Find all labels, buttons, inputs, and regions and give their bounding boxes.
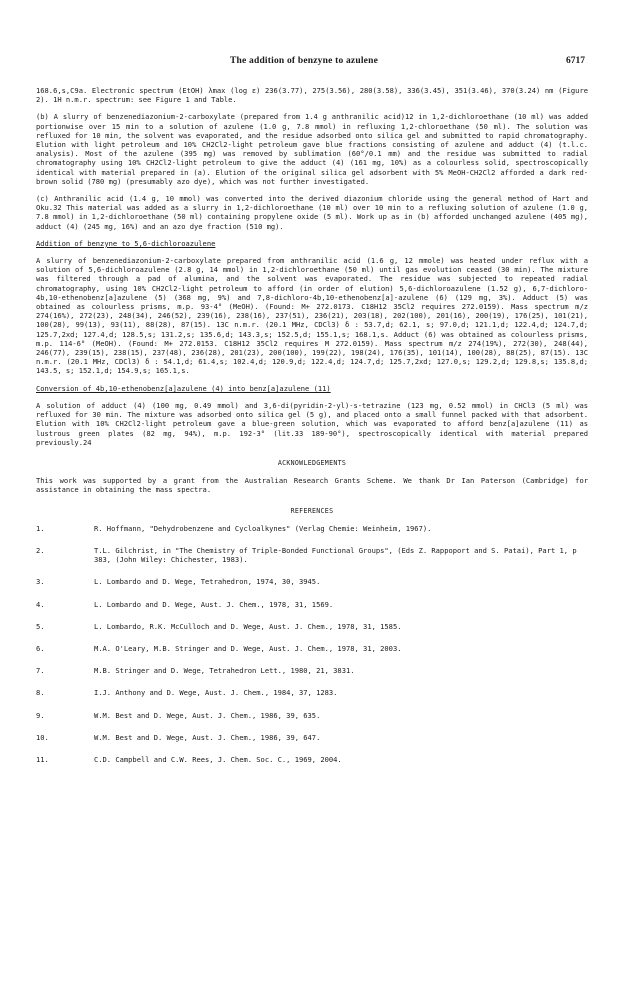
reference-number: 11. <box>36 754 49 764</box>
paragraph-method-b: (b) A slurry of benzenediazonium-2-carboxylate (prepared from 1.4 g anthranilic acid)12 in 1,2-dichloroethane (10 ml) was added portionwise over 15 min to a solution of azulene (1.0 g, 7.8 mmol) in refluxing 1,2-chloroethane (50 ml). The solution was refluxed for 10 min, the solvent was evaporated, and the residue adsorbed onto silica gel and submitted to rapid chromatography. Elution with light petroleum and 10% CH2Cl2-light petroleum gave blue fractions consisting of azulene and adduct (4) (t.l.c. analysis). Most of the azulene (395 mg) was removed by sublimation (60°/0.1 mm) and the residue was submitted to radial chromatography using 10% CH2Cl2-light petroleum to give the adduct (4) (161 mg, 10%) as a colourless solid, spectroscopically identical with material prepared in (a). Elution of the original silica gel adsorbent with 5% MeOH-CH2Cl2 afforded a dark red-brown solid (780 mg) (presumably azo dye), which was not further investigated. <box>36 112 588 186</box>
reference-text: I.J. Anthony and D. Wege, Aust. J. Chem., 1984, 37, 1283. <box>94 688 338 698</box>
reference-number: 9. <box>36 710 45 720</box>
reference-item <box>36 644 588 653</box>
reference-item <box>36 622 588 631</box>
section-heading-conversion: Conversion of 4b,10-ethenobenz[a]azulene (4) into benz[a]azulene (11) <box>36 383 331 393</box>
reference-item <box>36 666 588 675</box>
reference-number: 8. <box>36 688 45 698</box>
reference-item <box>36 524 588 533</box>
page-number: 6717 <box>566 56 585 66</box>
reference-text: W.M. Best and D. Wege, Aust. J. Chem., 1986, 39, 635. <box>94 710 321 720</box>
reference-number: 7. <box>36 666 45 676</box>
reference-item <box>36 546 588 564</box>
section-heading-dichloroazulene: Addition of benzyne to 5,6-dichloroazulene <box>36 238 216 248</box>
running-title: The addition of benzyne to azulene <box>230 56 378 66</box>
reference-text: W.M. Best and D. Wege, Aust. J. Chem., 1986, 39, 647. <box>94 732 321 742</box>
reference-text: L. Lombardo and D. Wege, Aust. J. Chem., 1978, 31, 1569. <box>94 599 334 609</box>
reference-text: M.B. Stringer and D. Wege, Tetrahedron Lett., 1980, 21, 3831. <box>94 666 355 676</box>
reference-item <box>36 600 588 609</box>
reference-number: 5. <box>36 621 45 631</box>
reference-item <box>36 733 588 742</box>
paragraph-acknowledgements: This work was supported by a grant from the Australian Research Grants Scheme. We thank Dr Ian Paterson (Cambridge) for assistance in obtaining the mass spectra. <box>36 476 588 495</box>
reference-text: L. Lombardo and D. Wege, Tetrahedron, 1974, 30, 3945. <box>94 577 321 587</box>
reference-item <box>36 711 588 720</box>
reference-list <box>36 524 588 764</box>
reference-text: T.L. Gilchrist, in "The Chemistry of Triple-Bonded Functional Groups", (Eds Z. Rappoport and S. Patai), Part 1, p 383, (John Wiley: Chichester, 1983). <box>94 545 577 565</box>
paragraph-nmr-data: 168.6,s,C9a. Electronic spectrum (EtOH) λmax (log ε) 236(3.77), 275(3.56), 280(3.58), 336(3.45), 351(3.46), 370(3.24) nm (Figure 2). 1H n.m.r. spectrum: see Figure 1 and Table. <box>36 86 588 105</box>
reference-text: C.D. Campbell and C.W. Rees, J. Chem. Soc. C., 1969, 2004. <box>94 754 342 764</box>
references-heading: REFERENCES <box>290 506 334 515</box>
article-body <box>36 86 588 777</box>
acknowledgements-heading: ACKNOWLEDGEMENTS <box>277 458 347 467</box>
reference-number: 4. <box>36 599 45 609</box>
paragraph-dichloroazulene-procedure: A slurry of benzenediazonium-2-carboxylate prepared from anthranilic acid (1.6 g, 12 mmole) was heated under reflux with a solution of 5,6-dichloroazulene (2.8 g, 14 mmol) in 1,2-dichloroethane (50 ml) until gas evolution ceased (30 min). The mixture was filtered through a pad of alumina, and the solvent was evaporated. The residue was subjected to repeated radial chromatography, using 10% CH2Cl2-light petroleum to afford (in order of elution) 5,6-dichloroazulene (1.52 g), 6,7-dichloro-4b,10-ethenobenz[a]azulene (5) (368 mg, 9%) and 7,8-dichloro-4b,10-ethenobenz[a]-azulene (6) (129 mg, 3%). Adduct (5) was obtained as colourless prisms, m.p. 93-4° (MeOH). (Found: M+ 272.0173. C18H12 35Cl2 requires 272.0159). Mass spectrum m/z 274(16%), 272(23), 248(34), 246(52), 239(16), 238(16), 237(51), 236(21), 203(18), 202(100), 201(16), 200(19), 176(25), 101(21), 100(28), 99(13), 93(11), 88(28), 87(15). 13C n.m.r. (20.1 MHz, CDCl3) δ : 53.7,d; 62.1, s; 97.0,d; 121.1,d; 122.4,d; 124.7,d; 125.7,2xd; 127.4,d; 128.5,s; 131.2,s; 135.6,d; 143.3,s; 152.5,d; 155.1,s; 168.1,s. Adduct (6) was obtained as colourless prisms, m.p. 114-6° (MeOH). (Found: M+ 272.0153. C18H12 35Cl2 requires M 272.0159). Mass spectrum m/z 274(19%), 272(30), 248(44), 246(77), 239(15), 238(15), 237(48), 236(28), 201(23), 200(100), 199(22), 198(24), 176(35), 101(14), 100(28), 88(25), 87(15). 13C n.m.r. (20.1 MHz, CDCl3) δ : 54.1,d; 61.4,s; 102.4,d; 120.9,d; 122.4,d; 124.7,d; 125.7,2xd; 127.0,s; 129.2,d; 129.8,s; 135.8,d; 143.5, s; 152.1,d; 154.9,s; 165.1,s. <box>36 256 588 376</box>
reference-number: 3. <box>36 577 45 587</box>
reference-item <box>36 688 588 697</box>
reference-number: 10. <box>36 732 49 742</box>
reference-text: L. Lombardo, R.K. McCulloch and D. Wege, Aust. J. Chem., 1978, 31, 1585. <box>94 621 402 631</box>
reference-number: 6. <box>36 643 45 653</box>
reference-item <box>36 577 588 586</box>
reference-number: 1. <box>36 523 45 533</box>
paragraph-method-c: (c) Anthranilic acid (1.4 g, 10 mmol) was converted into the derived diazonium chloride using the general method of Hart and Oku.32 This material was added as a slurry in 1,2-dichloroethane (10 ml) over 10 min to a refluxing solution of azulene (1.0 g, 7.8 mmol) in 1,2-dichloroethane (50 ml) containing propylene oxide (5 ml). Work up as in (b) afforded unchanged azulene (405 mg), adduct (4) (245 mg, 16%) and an azo dye fraction (510 mg). <box>36 194 588 231</box>
reference-text: M.A. O'Leary, M.B. Stringer and D. Wege, Aust. J. Chem., 1978, 31, 2003. <box>94 643 402 653</box>
running-header <box>0 56 624 70</box>
reference-item <box>36 755 588 764</box>
reference-text: R. Hoffmann, "Dehydrobenzene and Cycloalkynes" (Verlag Chemie: Weinheim, 1967). <box>94 523 432 533</box>
reference-number: 2. <box>36 545 45 555</box>
paragraph-conversion-procedure: A solution of adduct (4) (100 mg, 0.49 mmol) and 3,6-di(pyridin-2-yl)-s-tetrazine (123 mg, 0.52 mmol) in CHCl3 (5 ml) was refluxed for 30 min. The mixture was adsorbed onto silica gel (5 g), and placed onto a small funnel packed with that adsorbent. Elution with 10% CH2Cl2-light petroleum gave a blue-green solution, which was evaporated to afford benz[a]azulene (11) as lustrous green plates (82 mg, 94%), m.p. 192-3° (lit.33 189-90°), spectroscopically identical with material prepared previously.24 <box>36 400 588 447</box>
